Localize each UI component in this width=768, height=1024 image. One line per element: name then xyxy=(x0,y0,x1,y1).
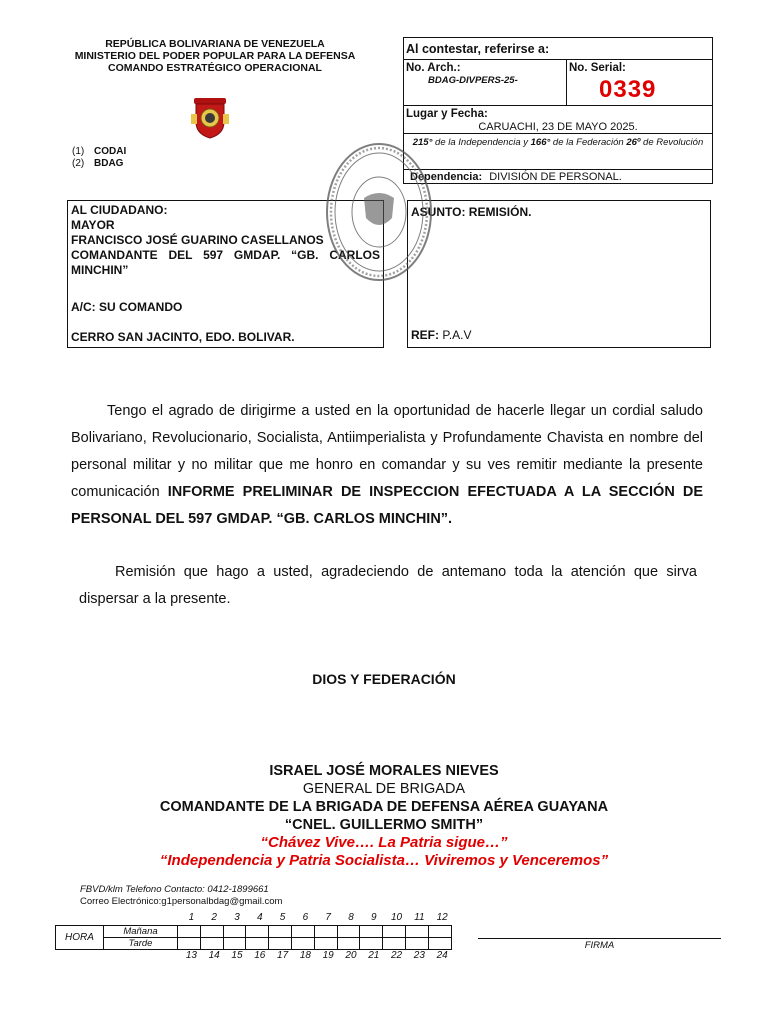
hour-number: 22 xyxy=(391,950,403,961)
hour-cell[interactable] xyxy=(269,926,292,938)
hour-cell[interactable] xyxy=(405,926,428,938)
signatory-unit: “CNEL. GUILLERMO SMITH” xyxy=(284,817,484,833)
independence-text: de la Independencia y xyxy=(432,137,531,148)
hour-number: 16 xyxy=(254,950,266,961)
hour-cell[interactable] xyxy=(383,926,406,938)
subject-box xyxy=(407,200,711,348)
hour-cell[interactable] xyxy=(428,938,451,950)
signature-block xyxy=(0,762,768,870)
hour-cell[interactable] xyxy=(291,938,314,950)
hour-number: 24 xyxy=(436,950,448,961)
hour-cell[interactable] xyxy=(314,926,337,938)
archive-label: No. Arch.: xyxy=(406,62,461,74)
hour-cell[interactable] xyxy=(383,938,406,950)
independence-year: 215° xyxy=(412,137,433,148)
hour-number: 19 xyxy=(322,950,334,961)
header-line-3: COMANDO ESTRATÉGICO OPERACIONAL xyxy=(108,62,322,74)
hour-cell[interactable] xyxy=(223,926,246,938)
hour-number: 3 xyxy=(234,912,240,923)
body-paragraph-1-highlight: INFORME PRELIMINAR DE INSPECCION EFECTUADA A LA SECCIÓN DE PERSONAL DEL 597 GMDAP. “GB. CARLOS MINCHIN”. xyxy=(71,484,703,527)
place-value: CARUACHI, 23 DE MAYO 2025. xyxy=(478,121,638,133)
signatory-name: ISRAEL JOSÉ MORALES NIEVES xyxy=(269,763,499,779)
hour-label: HORA xyxy=(56,926,104,950)
hour-number: 7 xyxy=(325,912,331,923)
body-paragraph-1-text: Tengo el agrado de dirigirme a usted en la oportunidad de hacerle llegar un cordial saludo Bolivariano, Revolucionario, Socialista, Antiimperialista y Profundamente Chavista en nombre del personal militar y no militar que me honro en comandar y su ves remitir mediante la presente comunicación xyxy=(71,403,703,500)
copies-list xyxy=(72,146,126,170)
place-label: Lugar y Fecha: xyxy=(406,108,488,120)
hour-number: 2 xyxy=(211,912,217,923)
closing-formula: DIOS Y FEDERACIÓN xyxy=(312,671,456,687)
hour-cell[interactable] xyxy=(291,926,314,938)
signatory-rank: GENERAL DE BRIGADA xyxy=(302,781,466,797)
hour-number: 20 xyxy=(345,950,357,961)
copy-item: (2) BDAG xyxy=(72,158,124,169)
institution-header xyxy=(60,38,370,74)
hour-number: 6 xyxy=(302,912,309,923)
body-paragraph-2: Remisión que hago a usted, agradeciendo de antemano toda la atención que sirva dispersar a la presente. xyxy=(79,564,697,607)
dependency-row xyxy=(404,169,712,185)
hour-cell[interactable] xyxy=(314,938,337,950)
era-row xyxy=(404,133,712,169)
ref-value: P.A.V xyxy=(442,328,472,342)
afternoon-label: Tarde xyxy=(104,938,178,950)
hour-cell[interactable] xyxy=(246,938,269,950)
hour-numbers-top xyxy=(180,912,454,923)
hour-number: 8 xyxy=(348,912,354,923)
hour-number: 5 xyxy=(279,912,286,923)
hour-number: 13 xyxy=(185,950,197,961)
hour-grid xyxy=(55,912,455,964)
serial-number: 0339 xyxy=(599,76,657,103)
footer-phone: FBVD/klm Telefono Contacto: 0412-1899661 xyxy=(80,884,269,895)
signature-label: FIRMA xyxy=(584,940,615,951)
revolution-year: 26º xyxy=(626,137,641,148)
header-line-2: MINISTERIO DEL PODER POPULAR PARA LA DEFENSA xyxy=(74,50,356,62)
hour-cell[interactable] xyxy=(223,938,246,950)
hour-numbers-bottom xyxy=(180,950,454,961)
hour-number: 10 xyxy=(391,912,403,923)
dependency-label: Dependencia: xyxy=(410,171,483,183)
archive-value: BDAG-DIVPERS-25- xyxy=(428,75,518,86)
motto-1: “Chávez Vive…. La Patria sigue…” xyxy=(260,834,508,851)
hour-cell[interactable] xyxy=(360,938,383,950)
footer-contact xyxy=(80,884,282,908)
hour-cell[interactable] xyxy=(269,938,292,950)
hour-cell[interactable] xyxy=(246,926,269,938)
signatory-post: COMANDANTE DE LA BRIGADA DE DEFENSA AÉREA GUAYANA xyxy=(159,799,609,815)
archive-cell xyxy=(404,60,567,106)
recipient-salutation: AL CIUDADANO: xyxy=(71,203,168,217)
footer-email: Correo Electrónico:g1personalbdag@gmail.com xyxy=(80,896,283,907)
reference-title: Al contestar, referirse a: xyxy=(406,42,550,56)
hour-number: 17 xyxy=(277,950,289,961)
recipient-name: FRANCISCO JOSÉ GUARINO CASELLANOS xyxy=(71,233,324,247)
recipient-post: COMANDANTE DEL 597 GMDAP. “GB. CARLOS MINCHIN” xyxy=(71,248,380,277)
hour-cell[interactable] xyxy=(428,926,451,938)
hour-number: 9 xyxy=(370,912,377,923)
hour-number: 1 xyxy=(188,912,195,923)
hour-number: 18 xyxy=(299,950,311,961)
recipient-attention: A/C: SU COMANDO xyxy=(71,300,183,314)
hour-number: 14 xyxy=(208,950,220,961)
hour-number: 4 xyxy=(257,912,263,923)
signature-line xyxy=(478,938,721,939)
body-paragraph-1 xyxy=(71,398,703,533)
motto-2: “Independencia y Patria Socialista… Viviremos y Venceremos” xyxy=(159,852,609,869)
archive-serial-row xyxy=(404,59,712,105)
revolution-text: de Revolución xyxy=(640,137,704,148)
hour-number: 15 xyxy=(231,950,243,961)
place-date-row xyxy=(404,105,712,133)
header-line-1: REPÚBLICA BOLIVARIANA DE VENEZUELA xyxy=(105,38,325,50)
hour-cell[interactable] xyxy=(405,938,428,950)
ref-label: REF: xyxy=(411,328,439,342)
subject-line: ASUNTO: REMISIÓN. xyxy=(411,205,532,219)
hour-number: 11 xyxy=(414,912,425,923)
copy-item: (1) CODAI xyxy=(72,146,127,157)
hour-cell[interactable] xyxy=(337,938,360,950)
morning-label: Mañana xyxy=(104,926,178,938)
hour-number: 23 xyxy=(413,950,425,961)
official-seal-icon xyxy=(324,140,434,284)
hour-cell[interactable] xyxy=(360,926,383,938)
federation-text: de la Federación xyxy=(550,137,627,148)
hour-cell[interactable] xyxy=(200,926,223,938)
hour-cell[interactable] xyxy=(337,926,360,938)
hour-cell[interactable] xyxy=(200,938,223,950)
dependency-value: DIVISIÓN DE PERSONAL. xyxy=(489,171,622,183)
hour-number: 21 xyxy=(368,950,380,961)
hour-cell[interactable] xyxy=(178,926,201,938)
reference-box xyxy=(403,37,713,184)
hour-table xyxy=(55,925,452,950)
recipient-rank: MAYOR xyxy=(71,218,115,232)
serial-label: No. Serial: xyxy=(569,62,626,74)
serial-cell xyxy=(567,60,712,106)
reference-line xyxy=(411,328,471,342)
brigade-emblem-icon xyxy=(188,96,232,140)
recipient-location: CERRO SAN JACINTO, EDO. BOLIVAR. xyxy=(71,330,295,344)
hour-number: 12 xyxy=(436,912,448,923)
federation-year: 166° xyxy=(530,137,551,148)
hour-cell[interactable] xyxy=(178,938,201,950)
